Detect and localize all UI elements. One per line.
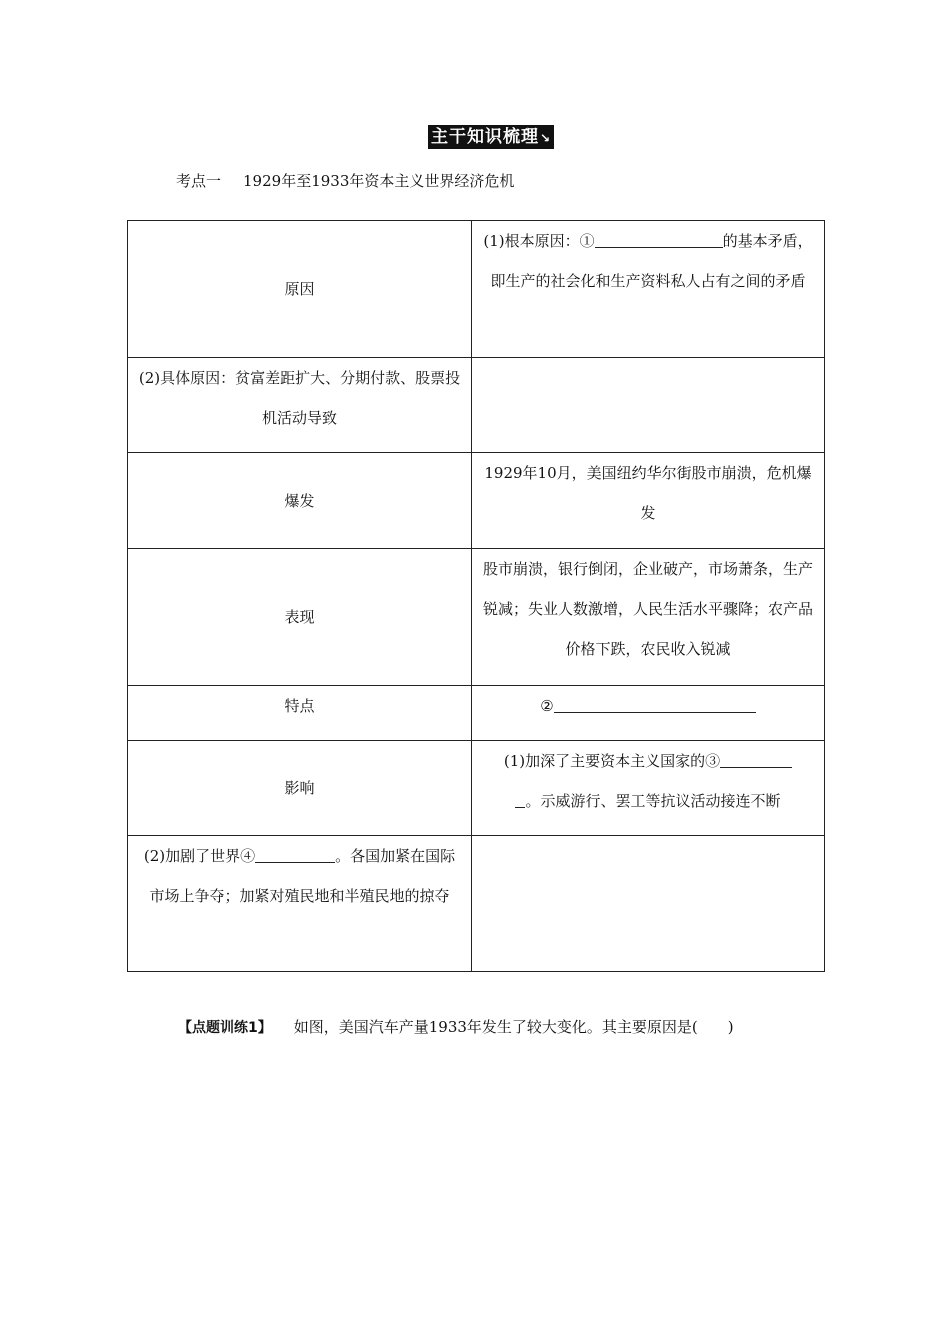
cell-text: (1)加深了主要资本主义国家的③ xyxy=(503,752,721,770)
fill-blank-4 xyxy=(255,844,335,863)
table-cell-right xyxy=(472,221,825,358)
table-row-specific-cause xyxy=(128,358,825,453)
section-title: 主干知识梳理 xyxy=(430,127,539,147)
table-cell-left: 原因 xyxy=(128,221,472,358)
cell-text: 的基本矛盾，即生产的社会化和生产资料私人占有之间的矛盾 xyxy=(490,232,813,290)
topic-title: 1929年至1933年资本主义世界经济危机 xyxy=(243,172,515,190)
table-row-impact xyxy=(128,741,825,836)
table-cell-left: (2)具体原因：贫富差距扩大、分期付款、股票投机活动导致 xyxy=(128,358,472,453)
table-cell-right xyxy=(472,836,825,972)
topic-heading xyxy=(176,170,514,191)
fill-blank-1 xyxy=(595,229,723,248)
practice-text: 如图，美国汽车产量1933年发生了较大变化。其主要原因是( ) xyxy=(293,1018,734,1036)
table-cell-right xyxy=(472,686,825,741)
table-cell-left: 特点 xyxy=(128,686,472,741)
table-cell-right: 股市崩溃，银行倒闭，企业破产，市场萧条，生产锐减；失业人数激增，人民生活水平骤降；农产品价格下跌，农民收入锐减 xyxy=(472,549,825,686)
table-cell-left xyxy=(128,836,472,972)
practice-tag: 【点题训练1】 xyxy=(178,1020,272,1036)
cell-text: ② xyxy=(540,697,554,715)
section-title-badge xyxy=(428,125,554,149)
knowledge-table xyxy=(127,220,825,972)
topic-label: 考点一 xyxy=(176,172,222,190)
table-cell-right xyxy=(472,741,825,836)
fill-blank-2 xyxy=(554,694,756,713)
cell-text: 。各国加紧在国际市场上争夺；加紧对殖民地和半殖民地的掠夺 xyxy=(149,847,456,905)
cell-text: (1)根本原因：① xyxy=(483,232,595,250)
table-cell-right xyxy=(472,358,825,453)
fill-blank-3-cont xyxy=(515,789,525,808)
table-row-cause xyxy=(128,221,825,358)
table-row-world-impact xyxy=(128,836,825,972)
practice-question xyxy=(178,1016,734,1037)
table-cell-left: 表现 xyxy=(128,549,472,686)
cell-text: (2)加剧了世界④ xyxy=(143,847,256,865)
table-row-feature xyxy=(128,686,825,741)
table-cell-left: 爆发 xyxy=(128,453,472,549)
table-row-outbreak xyxy=(128,453,825,549)
table-cell-right: 1929年10月，美国纽约华尔街股市崩溃，危机爆发 xyxy=(472,453,825,549)
table-cell-left: 影响 xyxy=(128,741,472,836)
corner-arrow-icon: ↘ xyxy=(539,131,552,145)
cell-text: 。示威游行、罢工等抗议活动接连不断 xyxy=(525,792,781,810)
table-row-manifestation xyxy=(128,549,825,686)
fill-blank-3 xyxy=(720,749,792,768)
